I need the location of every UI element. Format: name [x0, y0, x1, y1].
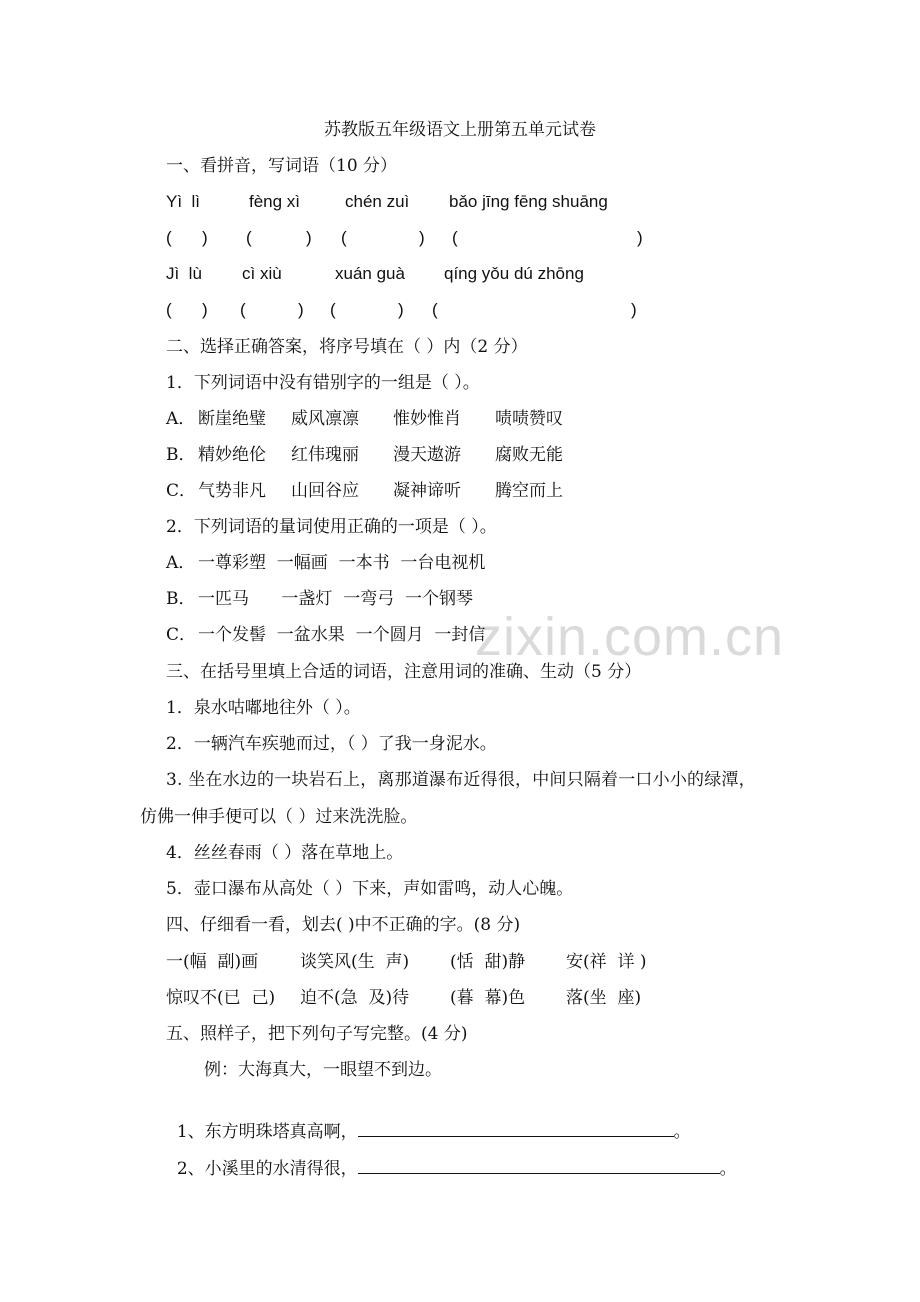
option-word: 惟妙惟肖: [393, 409, 461, 429]
option-text: 一个发髻 一盆水果 一个圆月 一封信: [198, 625, 486, 645]
bracket-close: ): [419, 228, 425, 247]
option-word: 威风凛凛: [291, 409, 359, 429]
option-word: 断崖绝璧: [198, 409, 266, 429]
bracket-open: (: [166, 300, 172, 319]
word-choice: (恬 甜)静: [450, 952, 526, 972]
section1-heading: 一、看拼音，写词语（10 分）: [166, 156, 398, 176]
pinyin-2-1: Jì lù: [166, 264, 202, 283]
answer-blank[interactable]: [358, 1155, 720, 1174]
pinyin-1-4: bǎo jīng fēng shuāng: [449, 192, 608, 211]
option-text: 一匹马 一盏灯 一弯弓 一个钢琴: [198, 589, 474, 609]
option-word: 红伟瑰丽: [291, 445, 359, 465]
question-3-4: 4．丝丝春雨（ ）落在草地上。: [166, 843, 404, 863]
question-5-2-suffix: 。: [719, 1159, 737, 1179]
option-label: A．: [166, 553, 196, 573]
option-label: A．: [166, 409, 196, 429]
question-3-3: 3. 坐在水边的一块岩石上，离那道瀑布近得很，中间只隔着一口小小的绿潭，: [166, 770, 756, 790]
option-label: B．: [166, 589, 196, 609]
option-word: 腐败无能: [495, 445, 563, 465]
word-choice: (暮 幕)色: [450, 988, 526, 1008]
pinyin-1-2: fèng xì: [249, 192, 301, 211]
pinyin-2-2: cì xiù: [242, 264, 282, 283]
word-choice: 谈笑风(生 声): [300, 952, 410, 972]
question-3-3-cont: 仿佛一伸手便可以（ ）过来洗洗脸。: [140, 807, 418, 827]
word-choice: 落(坐 座): [566, 988, 642, 1008]
option-label: B．: [166, 445, 196, 465]
word-choice: 惊叹不(已 己): [166, 988, 276, 1008]
section4-heading: 四、仔细看一看，划去( )中不正确的字。(8 分): [166, 915, 521, 935]
word-choice: 迫不(急 及)待: [300, 988, 410, 1008]
bracket-open: (: [432, 300, 438, 319]
bracket-open: (: [330, 300, 336, 319]
pinyin-2-3: xuán guà: [335, 264, 405, 283]
option-word: 精妙绝伦: [198, 445, 266, 465]
watermark: zixin.com.cn: [475, 607, 785, 667]
option-word: 气势非凡: [198, 481, 266, 501]
section5-heading: 五、照样子，把下列句子写完整。(4 分): [166, 1024, 468, 1044]
bracket-open: (: [452, 228, 458, 247]
bracket-close: ): [298, 300, 304, 319]
bracket-open: (: [240, 300, 246, 319]
option-word: 山回谷应: [291, 481, 359, 501]
bracket-close: ): [398, 300, 404, 319]
question-5-2: [166, 1131, 737, 1181]
word-choice: 安(祥 详 ): [566, 952, 647, 972]
bracket-open: (: [166, 228, 172, 247]
bracket-close: ): [202, 300, 208, 319]
question-5-1-suffix: 。: [673, 1122, 691, 1142]
option-word: 啧啧赞叹: [495, 409, 563, 429]
option-word: 腾空而上: [495, 481, 563, 501]
question-5-1-prefix: 1、东方明珠塔真高啊，: [176, 1122, 358, 1142]
bracket-open: (: [341, 228, 347, 247]
section2-heading: 二、选择正确答案，将序号填在（ ）内（2 分）: [166, 337, 528, 357]
option-label: C．: [166, 481, 197, 501]
question-2-2: 2．下列词语的量词使用正确的一项是（ ）。: [166, 517, 497, 537]
bracket-close: ): [637, 228, 643, 247]
word-choice: 一(幅 副)画: [166, 952, 259, 972]
option-label: C．: [166, 625, 197, 645]
bracket-close: ): [631, 300, 637, 319]
question-2-1: 1．下列词语中没有错别字的一组是（ ）。: [166, 373, 480, 393]
exam-title: 苏教版五年级语文上册第五单元试卷: [324, 120, 596, 140]
question-3-2: 2．一辆汽车疾驰而过，（ ）了我一身泥水。: [166, 734, 497, 754]
bracket-close: ): [202, 228, 208, 247]
question-5-2-prefix: 2、小溪里的水清得很，: [176, 1159, 358, 1179]
question-3-1: 1．泉水咕嘟地往外（ ）。: [166, 698, 361, 718]
pinyin-1-1: Yì lì: [166, 192, 201, 211]
bracket-open: (: [246, 228, 252, 247]
section3-heading: 三、在括号里填上合适的词语，注意用词的准确、生动（5 分）: [166, 662, 642, 682]
bracket-close: ): [306, 228, 312, 247]
example-sentence: 例：大海真大，一眼望不到边。: [204, 1060, 442, 1080]
question-3-5: 5．壶口瀑布从高处（ ）下来，声如雷鸣，动人心魄。: [166, 879, 574, 899]
option-text: 一尊彩塑 一幅画 一本书 一台电视机: [198, 553, 486, 573]
option-word: 漫天遨游: [393, 445, 461, 465]
option-word: 凝神谛听: [393, 481, 461, 501]
pinyin-1-3: chén zuì: [345, 192, 410, 211]
pinyin-2-4: qíng yǒu dú zhōng: [444, 264, 584, 283]
